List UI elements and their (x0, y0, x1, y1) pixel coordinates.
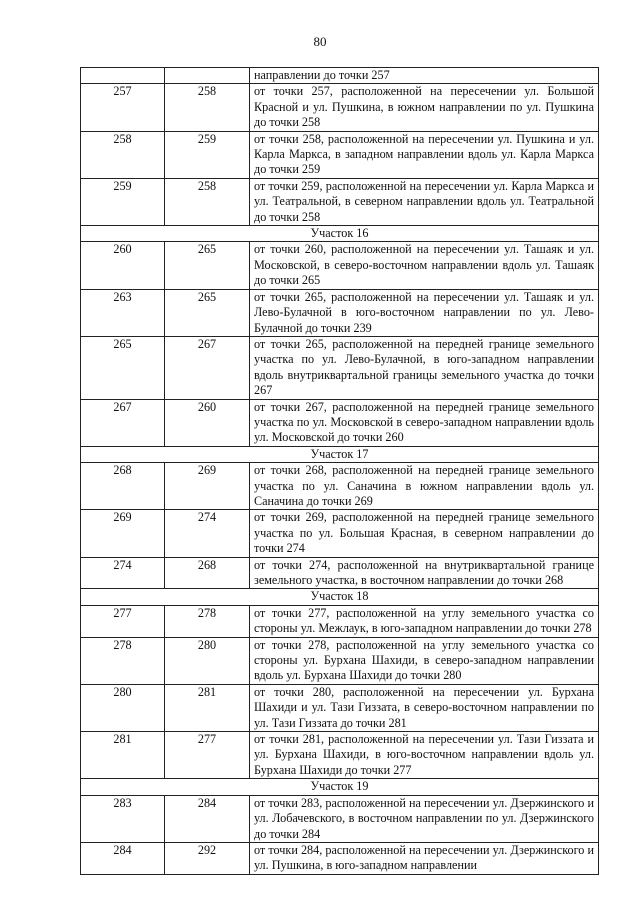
table-row (81, 605, 599, 637)
description-cell: от точки 265, расположенной на пересечении ул. Ташаяк и ул. Лево-Булачной в юго-восточном направлении по ул. Лево-Булачной до точки 239 (250, 289, 599, 336)
section-label: Участок 17 (81, 446, 599, 462)
table-row (81, 178, 599, 225)
point-to-cell (165, 68, 250, 84)
table-row (81, 684, 599, 731)
point-from-cell: 283 (81, 795, 165, 842)
description-cell: от точки 277, расположенной на углу земельного участка со стороны ул. Межлаук, в юго-западном направлении до точки 278 (250, 605, 599, 637)
description-cell: от точки 278, расположенной на углу земельного участка со стороны ул. Бурхана Шахиди, в северо-западном направлении вдоль ул. Бурхана Шахиди до точки 280 (250, 637, 599, 684)
description-cell: от точки 281, расположенной на пересечении ул. Тази Гиззата и ул. Бурхана Шахиди, в юго-восточном направлении вдоль ул. Бурхана Шахиди до точки 277 (250, 732, 599, 779)
table-row (81, 795, 599, 842)
point-from-cell (81, 68, 165, 84)
description-cell: от точки 257, расположенной на пересечении ул. Большой Красной и ул. Пушкина, в южном направлении по ул. Пушкина до точки 258 (250, 84, 599, 131)
page-number: 80 (313, 34, 327, 49)
point-to-cell: 277 (165, 732, 250, 779)
point-to-cell: 265 (165, 242, 250, 289)
point-to-cell: 284 (165, 795, 250, 842)
table-row (81, 557, 599, 589)
table-row (81, 84, 599, 131)
section-header-row (81, 226, 599, 242)
point-from-cell: 277 (81, 605, 165, 637)
point-from-cell: 280 (81, 684, 165, 731)
point-from-cell: 267 (81, 399, 165, 446)
section-label: Участок 18 (81, 589, 599, 605)
point-from-cell: 281 (81, 732, 165, 779)
table-row (81, 131, 599, 178)
table-row (81, 842, 599, 874)
description-cell: от точки 258, расположенной на пересечении ул. Пушкина и ул. Карла Маркса, в западном направлении вдоль ул. Карла Маркса до точки 259 (250, 131, 599, 178)
point-to-cell: 265 (165, 289, 250, 336)
point-from-cell: 268 (81, 463, 165, 510)
table-row (81, 637, 599, 684)
description-cell: от точки 259, расположенной на пересечении ул. Карла Маркса и ул. Театральной, в северном направлении вдоль ул. Театральной до точки 258 (250, 178, 599, 225)
description-cell: от точки 269, расположенной на передней границе земельного участка по ул. Большая Красная, в северном направлении до точки 274 (250, 510, 599, 557)
point-from-cell: 269 (81, 510, 165, 557)
description-cell: от точки 283, расположенной на пересечении ул. Дзержинского и ул. Лобачевского, в восточном направлении по ул. Дзержинского до точки 284 (250, 795, 599, 842)
point-from-cell: 284 (81, 842, 165, 874)
description-cell: от точки 265, расположенной на передней границе земельного участка по ул. Лево-Булачной, в юго-западном направлении вдоль внутриквартальной границы земельного участка до точки 267 (250, 336, 599, 399)
table-row (81, 242, 599, 289)
point-from-cell: 263 (81, 289, 165, 336)
point-from-cell: 258 (81, 131, 165, 178)
description-cell: от точки 260, расположенной на пересечении ул. Ташаяк и ул. Московской, в северо-восточном направлении вдоль ул. Ташаяк до точки 265 (250, 242, 599, 289)
point-to-cell: 269 (165, 463, 250, 510)
point-to-cell: 274 (165, 510, 250, 557)
table-row (81, 336, 599, 399)
description-cell: от точки 280, расположенной на пересечении ул. Бурхана Шахиди и ул. Тази Гиззата, в северо-восточном направлении по ул. Тази Гиззата до точки 281 (250, 684, 599, 731)
description-cell: от точки 267, расположенной на передней границе земельного участка по ул. Московской в северо-западном направлении вдоль ул. Московской до точки 260 (250, 399, 599, 446)
point-to-cell: 258 (165, 178, 250, 225)
point-from-cell: 278 (81, 637, 165, 684)
point-from-cell: 274 (81, 557, 165, 589)
point-to-cell: 278 (165, 605, 250, 637)
section-label: Участок 19 (81, 779, 599, 795)
table-row (81, 510, 599, 557)
point-from-cell: 260 (81, 242, 165, 289)
point-from-cell: 257 (81, 84, 165, 131)
description-cell: от точки 268, расположенной на передней границе земельного участка по ул. Саначина в южном направлении вдоль ул. Саначина до точки 269 (250, 463, 599, 510)
table-row (81, 732, 599, 779)
table-row (81, 463, 599, 510)
point-to-cell: 268 (165, 557, 250, 589)
boundary-table-body (81, 68, 599, 875)
description-cell: направлении до точки 257 (250, 68, 599, 84)
section-header-row (81, 589, 599, 605)
point-from-cell: 259 (81, 178, 165, 225)
point-to-cell: 267 (165, 336, 250, 399)
point-to-cell: 281 (165, 684, 250, 731)
section-header-row (81, 779, 599, 795)
point-from-cell: 265 (81, 336, 165, 399)
table-row (81, 399, 599, 446)
section-label: Участок 16 (81, 226, 599, 242)
description-cell: от точки 274, расположенной на внутриквартальной границе земельного участка, в восточном направлении до точки 268 (250, 557, 599, 589)
point-to-cell: 258 (165, 84, 250, 131)
section-header-row (81, 446, 599, 462)
point-to-cell: 259 (165, 131, 250, 178)
point-to-cell: 260 (165, 399, 250, 446)
table-row (81, 289, 599, 336)
point-to-cell: 292 (165, 842, 250, 874)
boundary-table (80, 67, 599, 875)
table-row (81, 68, 599, 84)
description-cell: от точки 284, расположенной на пересечении ул. Дзержинского и ул. Пушкина, в юго-западном направлении (250, 842, 599, 874)
point-to-cell: 280 (165, 637, 250, 684)
